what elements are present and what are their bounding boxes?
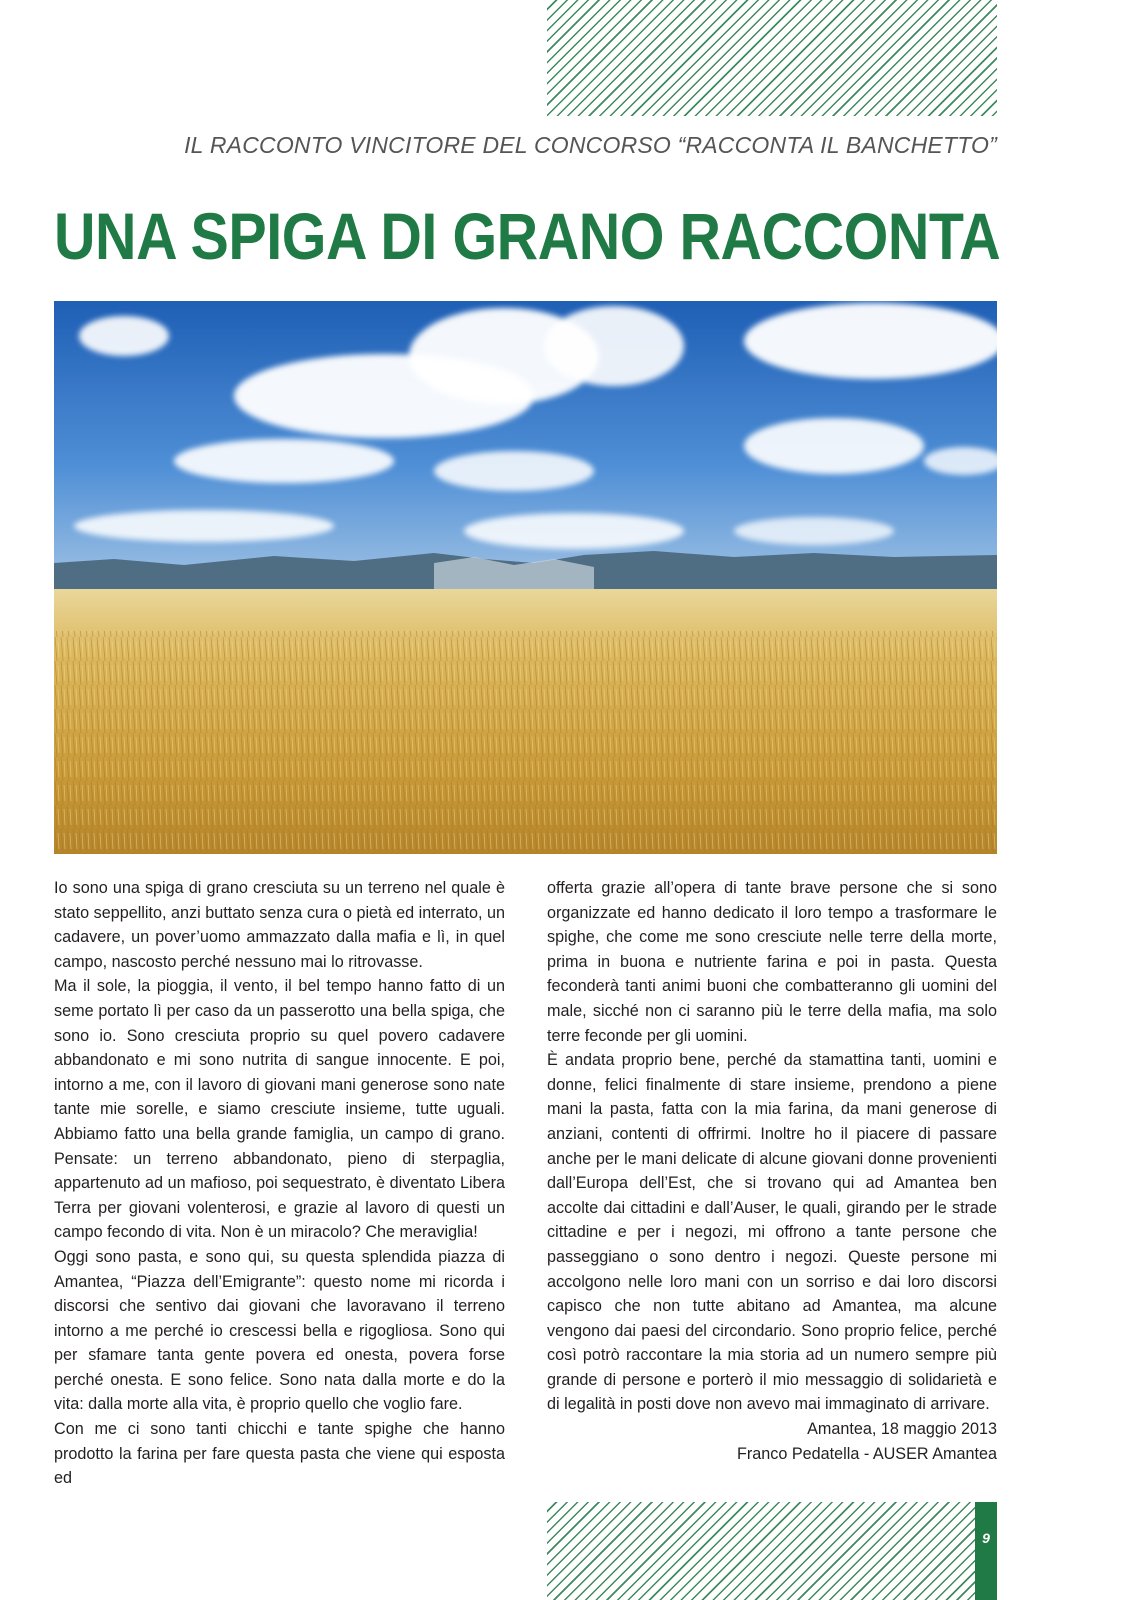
- decorative-hatch-bottom: [547, 1502, 977, 1600]
- page-number: 9: [982, 1530, 990, 1546]
- paragraph: offerta grazie all’opera di tante brave persone che si sono organizzate ed hanno dedicato il loro tempo a trasformare le spighe, che come me sono cresciute nelle terre della morte, prima in buona e nutriente farina e poi in pasta. Questa feconderà tanti animi buoni che combatteranno gli uomini del male, sicché non ci saranno più le terre della mafia, ma solo terre feconde per gli uomini.: [547, 879, 997, 1045]
- wheat-stalks: [54, 631, 997, 854]
- article-column-right: [547, 876, 997, 1466]
- article-title: UNA SPIGA DI GRANO RACCONTA: [54, 199, 1001, 273]
- article-column-left: [54, 876, 505, 1491]
- paragraph: Io sono una spiga di grano cresciuta su un terreno nel quale è stato seppellito, anzi buttato senza cura o pietà ed interrato, un cadavere, un pover’uomo ammazzato dalla mafia e lì, in quel campo, nascosto perché nessuno mai lo ritrovasse.: [54, 879, 505, 971]
- hero-image: [54, 301, 997, 854]
- page-tab: [975, 1502, 997, 1600]
- decorative-hatch-top: [547, 0, 997, 116]
- place-date: Amantea, 18 maggio 2013: [807, 1420, 997, 1439]
- author-signature: Franco Pedatella - AUSER Amantea: [736, 1444, 997, 1463]
- paragraph: Ma il sole, la pioggia, il vento, il bel tempo hanno fatto di un seme portato lì per caso da un passerotto una bella spiga, che sono io. Sono cresciuta proprio su quel povero cadavere abbandonato e mi sono nutrita di sangue innocente. E poi, intorno a me, con il lavoro di giovani mani generose sono nate tante mie sorelle, e siamo cresciute insieme, tutte uguali. Abbiamo fatto una bella grande famiglia, un campo di grano. Pensate: un terreno abbandonato, pieno di sterpaglia, appartenuto ad un mafioso, poi sequestrato, è diventato Libera Terra per giovani volenterosi, e grazie al lavoro di questi un campo fecondo di vita. Non è un miracolo? Che meraviglia!: [54, 977, 505, 1242]
- paragraph: Oggi sono pasta, e sono qui, su questa splendida piazza di Amantea, “Piazza dell’Emigrante”: questo nome mi ricorda i discorsi che sentivo dai giovani che lavoravano il terreno intorno a me perché io crescessi bella e rigogliosa. Sono qui per sfamare tanta gente povera ed onesta, povera forse perché onesta. E sono felice. Sono nata dalla morte e do la vita: dalla morte alla vita, è proprio quello che voglio fare.: [54, 1247, 505, 1414]
- paragraph: Con me ci sono tanti chicchi e tante spighe che hanno prodotto la farina per fare questa pasta che viene qui esposta ed: [54, 1420, 505, 1488]
- paragraph: È andata proprio bene, perché da stamattina tanti, uomini e donne, felici finalmente di stare insieme, prendono a piene mani la pasta, fatta con la mia farina, da mani generose di anziani, contenti di offrirmi. Inoltre ho il piacere di passare anche per le mani delicate di alcune giovani donne provenienti dall’Europa dell’Est, che si trovano qui ad Amantea ben accolte dai cittadini e dall’Auser, le quali, girando per le strade cittadine e per i negozi, mi offrono a tante persone che passeggiano o sono dentro i negozi. Queste persone mi accolgono nelle loro mani con un sorriso e dai loro discorsi capisco che non tutte abitano ad Amantea, ma alcune vengono dai paesi del circondario. Sono proprio felice, perché così potrò raccontare la mia storia ad un numero sempre più grande di persone e porterò il mio messaggio di solidarietà e di legalità in posti dove non avevo mai immaginato di arrivare.: [547, 1051, 997, 1414]
- article-kicker: IL RACCONTO VINCITORE DEL CONCORSO “RACCONTA IL BANCHETTO”: [184, 132, 997, 158]
